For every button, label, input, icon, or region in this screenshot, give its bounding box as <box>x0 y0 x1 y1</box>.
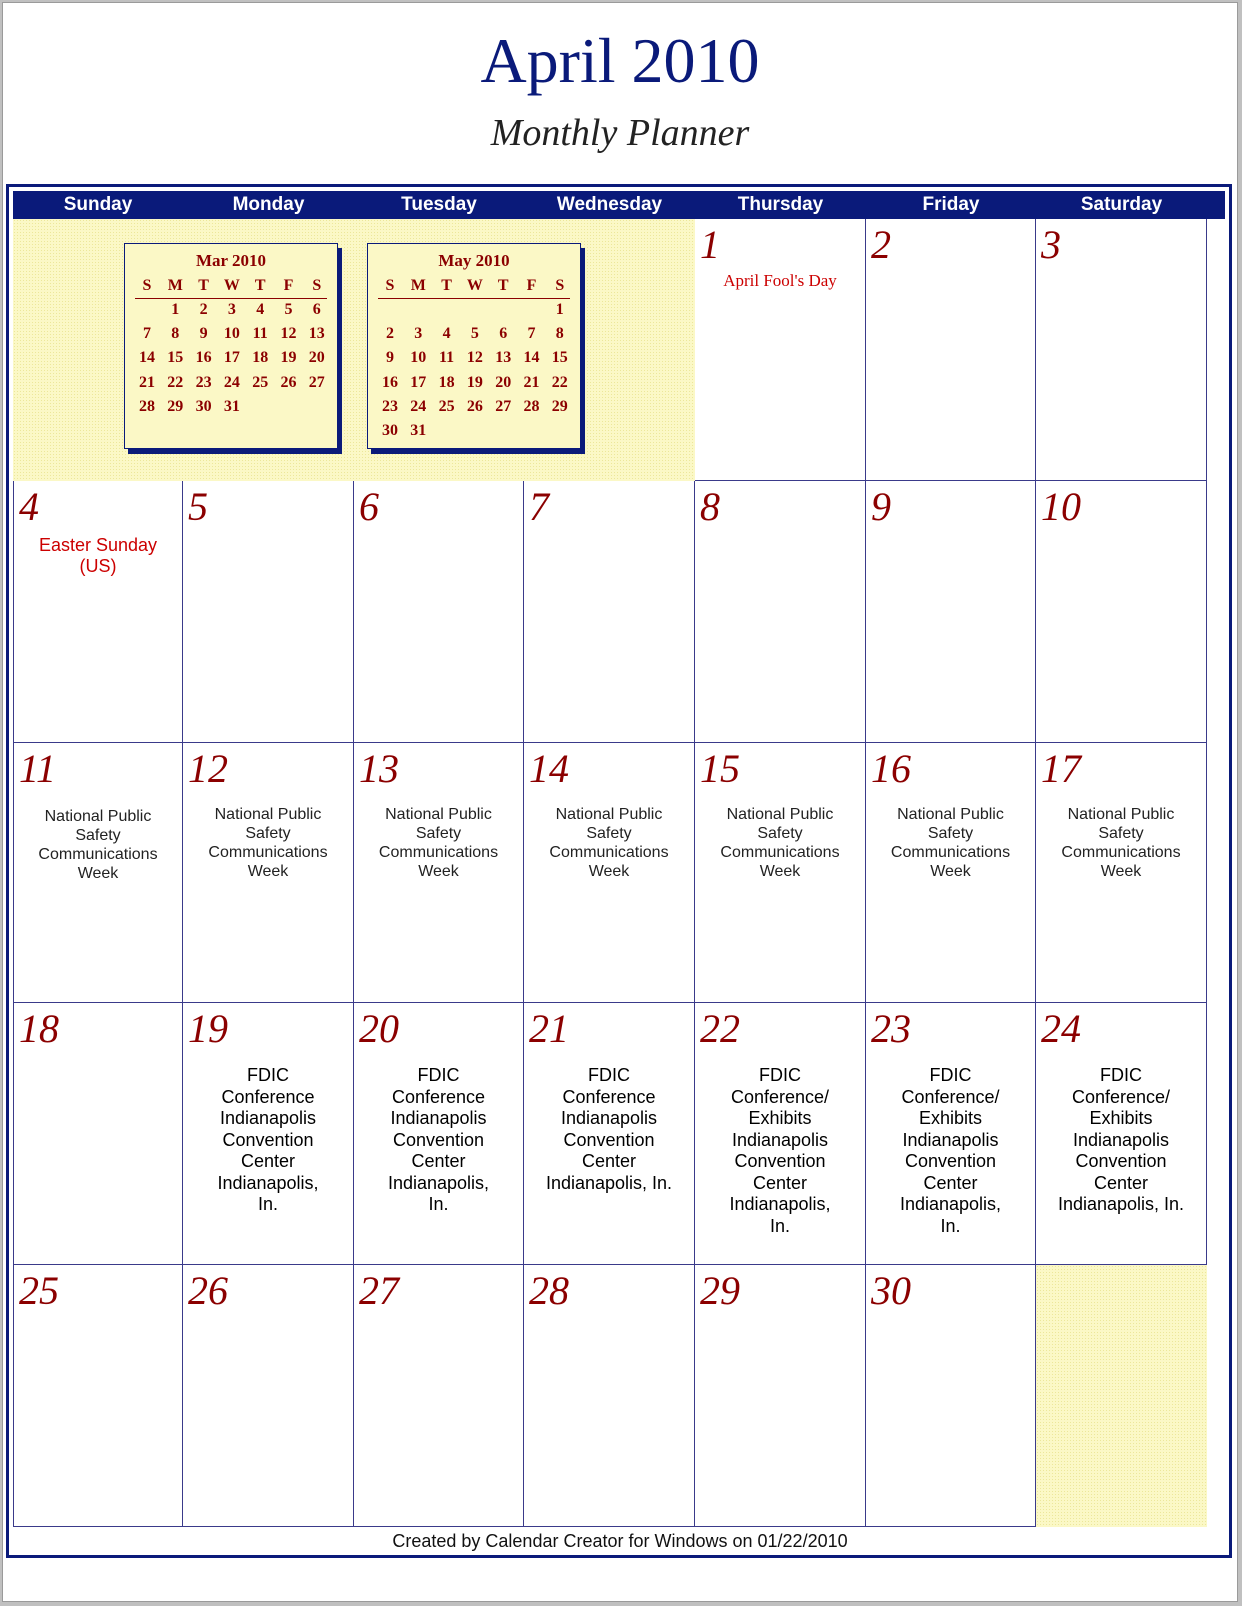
day-cell-27[interactable] <box>354 1265 524 1527</box>
day-cell-17[interactable] <box>1036 743 1207 1003</box>
day-cell-2[interactable] <box>866 219 1036 481</box>
mini-calendar-date: 14 <box>139 349 155 367</box>
mini-calendar-date: 12 <box>466 349 483 367</box>
day-number: 1 <box>700 222 720 267</box>
mini-calendar-date: 14 <box>523 349 540 367</box>
day-cell-4[interactable] <box>13 481 183 743</box>
page-title: April 2010 <box>480 25 760 96</box>
day-cell-5[interactable] <box>183 481 354 743</box>
mini-calendar-date: 21 <box>523 373 540 391</box>
day-number: 10 <box>1041 484 1081 529</box>
day-cell-8[interactable] <box>695 481 866 743</box>
mini-calendar-date: 22 <box>551 373 568 391</box>
day-event: April Fool's Day <box>723 271 837 290</box>
mini-calendar-date: 19 <box>466 373 483 391</box>
mini-calendar-date: 4 <box>256 301 265 318</box>
mini-calendar-date: 24 <box>410 397 427 415</box>
day-number: 30 <box>871 1268 911 1313</box>
mini-calendar-weekday: S <box>142 277 152 294</box>
day-number: 27 <box>359 1268 399 1313</box>
day-number: 4 <box>19 484 39 529</box>
day-cell-3[interactable] <box>1036 219 1207 481</box>
day-number: 25 <box>19 1268 59 1313</box>
mini-calendar-date: 6 <box>499 325 508 343</box>
mini-calendar-weekday: F <box>526 277 537 294</box>
mini-calendar-weekday: W <box>223 277 240 294</box>
mini-calendar-weekday: T <box>441 277 452 294</box>
mini-calendar-date: 3 <box>414 325 423 343</box>
day-number: 9 <box>871 484 891 529</box>
mini-calendar-date: 7 <box>527 325 536 343</box>
mini-calendar-date: 7 <box>143 325 151 343</box>
mini-calendar-date: 6 <box>312 301 321 318</box>
mini-calendar-date: 24 <box>223 373 240 391</box>
day-number: 6 <box>359 484 379 529</box>
day-number: 14 <box>529 746 569 791</box>
day-cell-14[interactable] <box>524 743 695 1003</box>
day-cell-1[interactable] <box>695 219 866 481</box>
weekday-wednesday: Wednesday <box>556 194 663 215</box>
mini-calendar-date: 30 <box>195 397 212 415</box>
day-event: National Public Safety Communications Week <box>208 806 328 880</box>
day-number: 2 <box>871 222 891 267</box>
day-event: FDIC Conference/ Exhibits Indianapolis Convention Center Indianapolis, In. <box>899 1065 1002 1236</box>
day-number: 17 <box>1041 746 1081 791</box>
mini-calendar-weekday: T <box>254 277 266 294</box>
mini-calendar-may-2010 <box>367 243 581 449</box>
empty-trailing-day <box>1036 1265 1207 1527</box>
mini-calendar-date: 9 <box>386 349 394 367</box>
mini-calendar-date: 5 <box>470 325 479 343</box>
mini-calendar-date: 9 <box>199 325 208 343</box>
mini-calendar-date: 4 <box>442 325 451 343</box>
mini-calendar-weekday: F <box>283 277 294 294</box>
day-cell-18[interactable] <box>13 1003 183 1265</box>
mini-calendar-date: 18 <box>252 349 269 367</box>
day-number: 22 <box>700 1006 740 1051</box>
mini-calendar-date: 17 <box>410 373 427 391</box>
day-number: 26 <box>188 1268 228 1313</box>
mini-calendar-mar-2010 <box>124 243 338 449</box>
mini-calendar-date: 17 <box>223 349 240 367</box>
mini-calendar-date: 31 <box>223 397 240 415</box>
mini-calendar-date: 10 <box>223 325 240 343</box>
mini-calendar-date: 10 <box>410 349 427 367</box>
day-number: 7 <box>529 484 549 529</box>
day-event: FDIC Conference/ Exhibits Indianapolis Convention Center Indianapolis, In. <box>729 1065 831 1236</box>
mini-calendar-date: 12 <box>280 325 297 343</box>
day-number: 28 <box>529 1268 569 1313</box>
mini-calendar-date: 27 <box>495 397 512 415</box>
month-grid <box>13 219 1225 1539</box>
day-event: National Public Safety Communications Week <box>38 808 158 882</box>
mini-calendar-date: 3 <box>227 301 236 318</box>
mini-calendar-date: 13 <box>495 349 512 367</box>
day-cell-26[interactable] <box>183 1265 354 1527</box>
mini-calendar-date: 25 <box>438 397 455 415</box>
mini-calendar-date: 15 <box>167 349 184 367</box>
day-event: FDIC Conference/ Exhibits Indianapolis Convention Center Indianapolis, In. <box>1057 1065 1185 1214</box>
empty-leading-days <box>13 219 695 481</box>
mini-calendar-date: 2 <box>386 325 394 343</box>
day-event: FDIC Conference Indianapolis Convention Center Indianapolis, In. <box>545 1065 673 1193</box>
day-cell-13[interactable] <box>354 743 524 1003</box>
mini-calendar-date: 13 <box>308 325 325 343</box>
day-number: 18 <box>19 1006 59 1051</box>
day-cell-7[interactable] <box>524 481 695 743</box>
day-number: 13 <box>359 746 399 791</box>
mini-calendar-date: 29 <box>167 397 184 415</box>
mini-calendar-date: 20 <box>495 373 512 391</box>
mini-calendar-date: 23 <box>195 373 212 391</box>
day-cell-19[interactable] <box>183 1003 354 1265</box>
day-number: 20 <box>359 1006 399 1051</box>
mini-calendar-date: 21 <box>139 373 155 391</box>
mini-calendar-weekday: S <box>312 277 322 294</box>
day-cell-15[interactable] <box>695 743 866 1003</box>
mini-calendar-date: 27 <box>308 373 325 391</box>
mini-calendar-date: 28 <box>523 397 540 415</box>
day-cell-29[interactable] <box>695 1265 866 1527</box>
day-number: 29 <box>700 1268 740 1313</box>
mini-calendar-date: 28 <box>139 397 155 415</box>
day-cell-30[interactable] <box>866 1265 1036 1527</box>
mini-calendar-date: 16 <box>382 373 398 391</box>
day-number: 11 <box>19 746 57 791</box>
day-event: FDIC Conference Indianapolis Convention Center Indianapolis, In. <box>217 1065 319 1214</box>
mini-calendar-date: 18 <box>438 373 455 391</box>
weekday-monday: Monday <box>232 194 305 215</box>
day-cell-28[interactable] <box>524 1265 695 1527</box>
mini-calendar-weekday: T <box>497 277 509 294</box>
mini-calendar-date: 19 <box>280 349 297 367</box>
weekday-friday: Friday <box>922 194 980 215</box>
mini-calendar-date: 2 <box>199 301 208 318</box>
mini-calendar-rule <box>378 298 570 299</box>
mini-calendar-date: 26 <box>280 373 297 391</box>
day-number: 21 <box>529 1006 569 1051</box>
mini-calendar-weekday: S <box>385 277 395 294</box>
day-cell-25[interactable] <box>13 1265 183 1527</box>
weekday-tuesday: Tuesday <box>401 194 477 215</box>
mini-calendar-date: 20 <box>308 349 325 367</box>
mini-calendar-weekday: W <box>466 277 483 294</box>
mini-calendar-rule <box>135 298 327 299</box>
day-cell-24[interactable] <box>1036 1003 1207 1265</box>
mini-calendar-date: 5 <box>284 301 293 318</box>
planner-page <box>2 2 1238 1602</box>
mini-calendar-date: 11 <box>252 325 268 343</box>
mini-calendar-date: 26 <box>466 397 483 415</box>
day-number: 23 <box>871 1006 911 1051</box>
weekday-thursday: Thursday <box>737 194 824 215</box>
mini-calendar-date: 31 <box>410 422 427 439</box>
weekday-header <box>13 191 1225 219</box>
day-cell-9[interactable] <box>866 481 1036 743</box>
day-event: National Public Safety Communications Week <box>720 806 840 880</box>
mini-calendar-weekday: M <box>410 277 426 294</box>
page-subtitle: Monthly Planner <box>490 112 750 154</box>
mini-calendar-date: 23 <box>382 397 398 415</box>
day-number: 3 <box>1041 222 1061 267</box>
mini-calendar-date: 1 <box>555 301 564 318</box>
mini-calendar-date: 16 <box>195 349 212 367</box>
day-number: 19 <box>188 1006 228 1051</box>
day-cell-6[interactable] <box>354 481 524 743</box>
day-number: 16 <box>871 746 911 791</box>
mini-calendar-date: 11 <box>439 349 455 367</box>
mini-calendar-weekday: M <box>167 277 183 294</box>
calendar-grid <box>6 184 1232 1558</box>
day-event: National Public Safety Communications Week <box>378 806 499 880</box>
day-number: 15 <box>700 746 740 791</box>
day-event: National Public Safety Communications Week <box>549 806 669 880</box>
day-cell-21[interactable] <box>524 1003 695 1265</box>
mini-calendar-date: 8 <box>555 325 564 343</box>
day-cell-12[interactable] <box>183 743 354 1003</box>
day-number: 24 <box>1041 1006 1081 1051</box>
weekday-sunday: Sunday <box>63 194 133 215</box>
day-number: 12 <box>188 746 228 791</box>
mini-calendar-date: 1 <box>171 301 180 318</box>
mini-calendar-date: 30 <box>382 422 398 439</box>
day-event: National Public Safety Communications Week <box>1061 806 1181 880</box>
day-event: Easter Sunday (US) <box>38 535 158 576</box>
day-cell-11[interactable] <box>13 743 183 1003</box>
day-number: 8 <box>700 484 720 529</box>
footer-credit: Created by Calendar Creator for Windows on 01/22/2010 <box>392 1531 848 1551</box>
day-cell-16[interactable] <box>866 743 1036 1003</box>
day-cell-20[interactable] <box>354 1003 524 1265</box>
mini-calendar-date: 29 <box>551 397 568 415</box>
day-number: 5 <box>188 484 208 529</box>
weekday-saturday: Saturday <box>1080 194 1163 215</box>
day-event: FDIC Conference Indianapolis Convention Center Indianapolis, In. <box>387 1065 490 1214</box>
mini-calendar-date: 8 <box>171 325 180 343</box>
day-event: National Public Safety Communications Week <box>890 806 1011 880</box>
mini-calendar-weekday: S <box>555 277 565 294</box>
day-cell-10[interactable] <box>1036 481 1207 743</box>
mini-calendar-title: May 2010 <box>438 251 510 270</box>
mini-calendar-weekday: T <box>198 277 209 294</box>
day-cell-23[interactable] <box>866 1003 1036 1265</box>
mini-calendar-date: 22 <box>167 373 184 391</box>
day-cell-22[interactable] <box>695 1003 866 1265</box>
mini-calendar-title: Mar 2010 <box>195 251 267 270</box>
mini-calendar-date: 25 <box>252 373 269 391</box>
mini-calendar-date: 15 <box>551 349 568 367</box>
